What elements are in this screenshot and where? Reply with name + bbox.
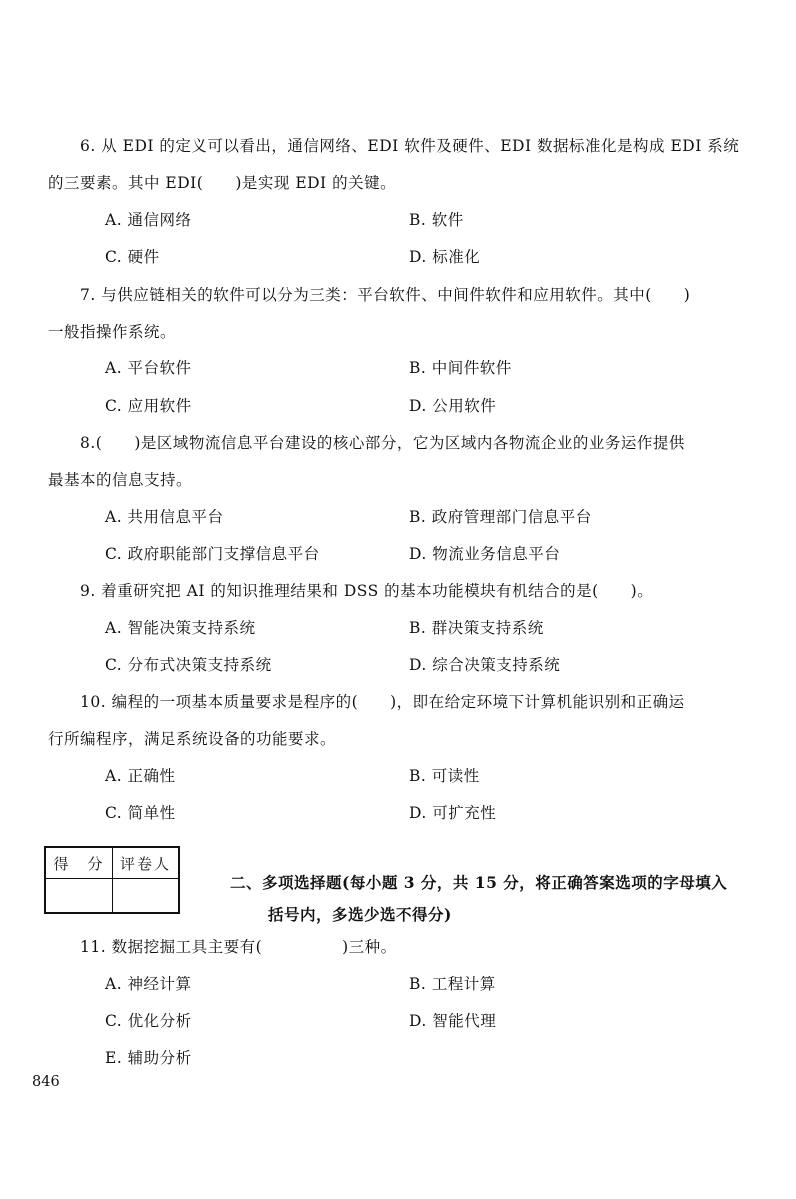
question-8-line-1: 8.( )是区域物流信息平台建设的核心部分，它为区域内各物流企业的业务运作提供 (80, 434, 685, 452)
question-6-line-2: 的三要素。其中 EDI( )是实现 EDI 的关键。 (48, 174, 397, 192)
question-7-option-c: C. 应用软件 (105, 397, 192, 415)
question-6-option-c: C. 硬件 (105, 248, 160, 266)
section-2-heading-line-1: 二、多项选择题(每小题 3 分，共 15 分，将正确答案选项的字母填入 (230, 873, 728, 892)
page-number: 846 (32, 1074, 60, 1090)
question-7-option-a: A. 平台软件 (105, 359, 192, 377)
question-8-option-a: A. 共用信息平台 (105, 508, 224, 526)
question-10-option-c: C. 简单性 (105, 804, 176, 822)
question-6-option-d: D. 标准化 (409, 248, 481, 266)
question-6-line-1: 6. 从 EDI 的定义可以看出，通信网络、EDI 软件及硬件、EDI 数据标准化是构成 EDI 系统 (80, 137, 740, 155)
question-11-line-1: 11. 数据挖掘工具主要有( )三种。 (80, 938, 397, 956)
question-8-option-d: D. 物流业务信息平台 (409, 545, 561, 563)
reviewer-label: 评卷人 (113, 848, 178, 879)
score-table (44, 846, 180, 914)
question-11-option-e: E. 辅助分析 (105, 1049, 192, 1067)
question-9-option-a: A. 智能决策支持系统 (105, 619, 256, 637)
question-10-option-d: D. 可扩充性 (409, 804, 497, 822)
question-8-option-c: C. 政府职能部门支撑信息平台 (105, 545, 320, 563)
question-8-option-b: B. 政府管理部门信息平台 (409, 508, 592, 526)
question-10-option-b: B. 可读性 (409, 767, 480, 785)
question-7-option-d: D. 公用软件 (409, 397, 497, 415)
section-2-heading-line-2: 括号内，多选少选不得分) (268, 905, 452, 924)
question-11-option-a: A. 神经计算 (105, 975, 192, 993)
question-11-option-d: D. 智能代理 (409, 1012, 497, 1030)
question-7-line-1: 7. 与供应链相关的软件可以分为三类：平台软件、中间件软件和应用软件。其中( ) (80, 286, 691, 304)
score-label: 得 分 (46, 848, 113, 879)
question-9-option-b: B. 群决策支持系统 (409, 619, 544, 637)
question-10-line-2: 行所编程序，满足系统设备的功能要求。 (48, 730, 337, 748)
question-9-line-1: 9. 着重研究把 AI 的知识推理结果和 DSS 的基本功能模块有机结合的是( )。 (80, 582, 654, 600)
question-8-line-2: 最基本的信息支持。 (48, 471, 193, 489)
question-7-line-2: 一般指操作系统。 (48, 323, 177, 341)
question-7-option-b: B. 中间件软件 (409, 359, 512, 377)
reviewer-blank-cell (113, 879, 178, 912)
score-blank-cell (46, 879, 113, 912)
question-10-line-1: 10. 编程的一项基本质量要求是程序的( )，即在给定环境下计算机能识别和正确运 (80, 693, 685, 711)
question-9-option-c: C. 分布式决策支持系统 (105, 656, 272, 674)
question-6-option-a: A. 通信网络 (105, 211, 192, 229)
question-10-option-a: A. 正确性 (105, 767, 176, 785)
question-6-option-b: B. 软件 (409, 211, 464, 229)
question-11-option-b: B. 工程计算 (409, 975, 496, 993)
question-9-option-d: D. 综合决策支持系统 (409, 656, 561, 674)
question-11-option-c: C. 优化分析 (105, 1012, 192, 1030)
